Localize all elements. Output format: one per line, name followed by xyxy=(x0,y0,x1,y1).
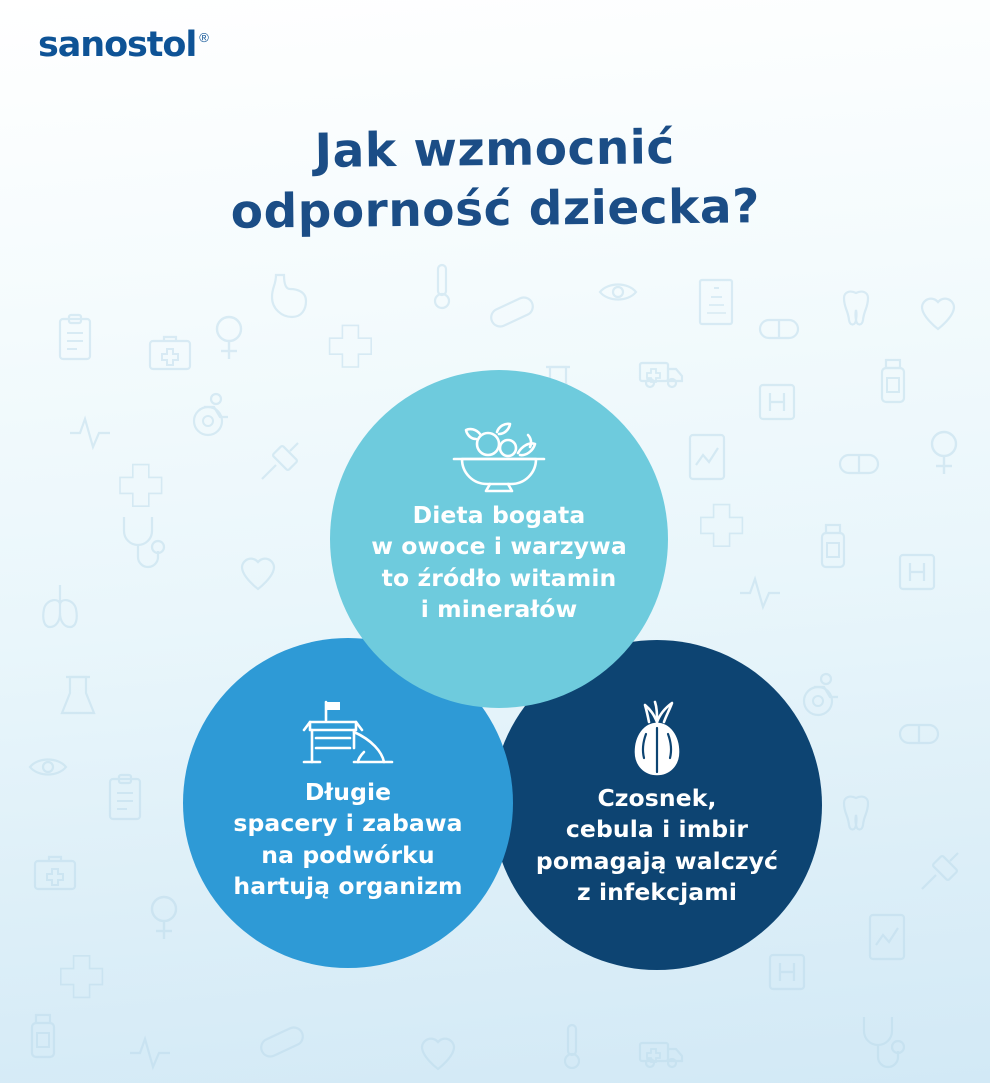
tip-garlic-line-2: cebula i imbir xyxy=(565,815,749,844)
tip-diet-line-4: i minerałów xyxy=(420,594,578,623)
tip-play-line-1: Długie xyxy=(304,778,392,806)
page-title-line-1: Jak wzmocnić xyxy=(314,120,676,179)
tip-circle-play-text xyxy=(233,777,462,902)
tip-play-line-4: hartują organizm xyxy=(233,871,463,900)
tip-play-line-3: na podwórku xyxy=(261,840,435,869)
brand-logo xyxy=(38,25,209,65)
playground-icon xyxy=(296,700,400,777)
tip-circle-diet xyxy=(330,370,668,708)
tip-diet-line-2: w owoce i warzywa xyxy=(371,532,627,561)
tip-circle-diet-text xyxy=(371,500,627,625)
tip-garlic-line-1: Czosnek, xyxy=(597,784,717,812)
tip-play-line-2: spacery i zabawa xyxy=(233,809,463,838)
tip-garlic-line-3: pomagają walczyć xyxy=(535,846,779,875)
garlic-icon xyxy=(616,700,698,783)
tip-circle-garlic-text xyxy=(536,783,778,908)
fruit-bowl-icon xyxy=(440,417,558,500)
brand-name: sanostol xyxy=(38,25,197,65)
tip-diet-line-1: Dieta bogata xyxy=(412,501,586,529)
page-title-line-2: odporność dziecka? xyxy=(230,179,761,240)
tip-diet-line-3: to źródło witamin xyxy=(381,563,617,592)
tip-garlic-line-4: z infekcjami xyxy=(576,877,737,906)
registered-trademark-icon: ® xyxy=(199,30,209,45)
page-title xyxy=(0,115,990,246)
